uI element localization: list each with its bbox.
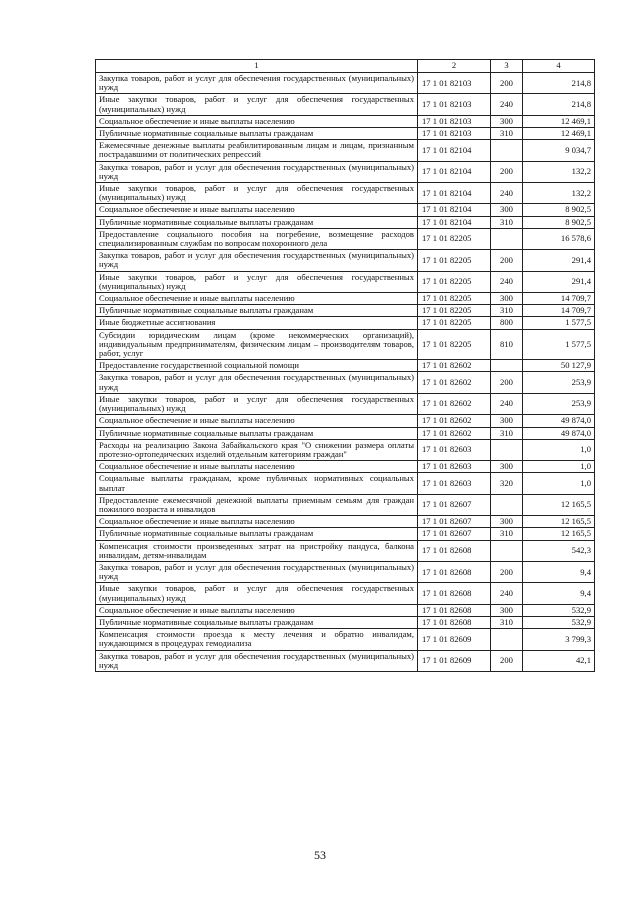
code-cell: 17 1 01 82205 bbox=[418, 329, 491, 360]
code-cell: 17 1 01 82205 bbox=[418, 271, 491, 292]
type-cell: 310 bbox=[491, 128, 523, 140]
type-cell: 300 bbox=[491, 415, 523, 427]
amount-cell: 291,4 bbox=[523, 250, 595, 271]
type-cell: 310 bbox=[491, 528, 523, 540]
header-cell-1: 1 bbox=[96, 60, 418, 73]
code-cell: 17 1 01 82602 bbox=[418, 372, 491, 393]
table-row bbox=[96, 329, 595, 360]
table-row bbox=[96, 583, 595, 604]
description-cell: Социальное обеспечение и иные выплаты населению bbox=[96, 293, 418, 305]
amount-cell: 14 709,7 bbox=[523, 293, 595, 305]
description-cell: Предоставление ежемесячной денежной выплаты приемным семьям для граждан пожилого возраста и инвалидов bbox=[96, 494, 418, 515]
code-cell: 17 1 01 82104 bbox=[418, 204, 491, 216]
amount-cell: 12 165,5 bbox=[523, 494, 595, 515]
description-cell: Иные закупки товаров, работ и услуг для обеспечения государственных (муниципальных) нужд bbox=[96, 94, 418, 115]
description-cell: Иные бюджетные ассигнования bbox=[96, 317, 418, 329]
type-cell bbox=[491, 540, 523, 561]
code-cell: 17 1 01 82205 bbox=[418, 317, 491, 329]
description-cell: Расходы на реализацию Закона Забайкальского края "О снижении размера оплаты протезно-ортопедических изделий отдельным категориям граждан" bbox=[96, 439, 418, 460]
type-cell: 800 bbox=[491, 317, 523, 329]
amount-cell: 1,0 bbox=[523, 461, 595, 473]
description-cell: Публичные нормативные социальные выплаты гражданам bbox=[96, 128, 418, 140]
type-cell: 200 bbox=[491, 250, 523, 271]
code-cell: 17 1 01 82608 bbox=[418, 561, 491, 582]
type-cell bbox=[491, 228, 523, 249]
amount-cell: 42,1 bbox=[523, 650, 595, 671]
description-cell: Публичные нормативные социальные выплаты гражданам bbox=[96, 616, 418, 628]
code-cell: 17 1 01 82607 bbox=[418, 516, 491, 528]
header-cell-3: 3 bbox=[491, 60, 523, 73]
amount-cell: 14 709,7 bbox=[523, 305, 595, 317]
table-row bbox=[96, 561, 595, 582]
amount-cell: 8 902,5 bbox=[523, 216, 595, 228]
type-cell: 200 bbox=[491, 372, 523, 393]
code-cell: 17 1 01 82607 bbox=[418, 494, 491, 515]
table-row bbox=[96, 629, 595, 650]
description-cell: Публичные нормативные социальные выплаты гражданам bbox=[96, 216, 418, 228]
type-cell: 310 bbox=[491, 305, 523, 317]
code-cell: 17 1 01 82609 bbox=[418, 629, 491, 650]
type-cell: 310 bbox=[491, 216, 523, 228]
type-cell bbox=[491, 360, 523, 372]
table-row bbox=[96, 415, 595, 427]
description-cell: Социальное обеспечение и иные выплаты населению bbox=[96, 461, 418, 473]
description-cell: Закупка товаров, работ и услуг для обеспечения государственных (муниципальных) нужд bbox=[96, 372, 418, 393]
table-row bbox=[96, 140, 595, 161]
description-cell: Иные закупки товаров, работ и услуг для обеспечения государственных (муниципальных) нужд bbox=[96, 183, 418, 204]
code-cell: 17 1 01 82602 bbox=[418, 360, 491, 372]
code-cell: 17 1 01 82608 bbox=[418, 616, 491, 628]
code-cell: 17 1 01 82104 bbox=[418, 140, 491, 161]
type-cell: 200 bbox=[491, 161, 523, 182]
header-cell-4: 4 bbox=[523, 60, 595, 73]
table-body bbox=[96, 60, 595, 672]
code-cell: 17 1 01 82607 bbox=[418, 528, 491, 540]
code-cell: 17 1 01 82609 bbox=[418, 650, 491, 671]
page-number: 53 bbox=[314, 848, 326, 862]
type-cell bbox=[491, 629, 523, 650]
amount-cell: 132,2 bbox=[523, 183, 595, 204]
amount-cell: 253,9 bbox=[523, 372, 595, 393]
code-cell: 17 1 01 82104 bbox=[418, 183, 491, 204]
description-cell: Предоставление государственной социальной помощи bbox=[96, 360, 418, 372]
table-row bbox=[96, 305, 595, 317]
description-cell: Иные закупки товаров, работ и услуг для обеспечения государственных (муниципальных) нужд bbox=[96, 271, 418, 292]
table-row bbox=[96, 650, 595, 671]
table-row bbox=[96, 494, 595, 515]
type-cell: 310 bbox=[491, 616, 523, 628]
code-cell: 17 1 01 82603 bbox=[418, 473, 491, 494]
code-cell: 17 1 01 82602 bbox=[418, 427, 491, 439]
table-row bbox=[96, 604, 595, 616]
type-cell: 810 bbox=[491, 329, 523, 360]
amount-cell: 1,0 bbox=[523, 473, 595, 494]
code-cell: 17 1 01 82603 bbox=[418, 461, 491, 473]
type-cell: 320 bbox=[491, 473, 523, 494]
amount-cell: 532,9 bbox=[523, 604, 595, 616]
table-row bbox=[96, 461, 595, 473]
description-cell: Закупка товаров, работ и услуг для обеспечения государственных (муниципальных) нужд bbox=[96, 161, 418, 182]
description-cell: Иные закупки товаров, работ и услуг для обеспечения государственных (муниципальных) нужд bbox=[96, 583, 418, 604]
table-row bbox=[96, 473, 595, 494]
table-row bbox=[96, 228, 595, 249]
table-row bbox=[96, 128, 595, 140]
table-row bbox=[96, 427, 595, 439]
description-cell: Предоставление социального пособия на погребение, возмещение расходов специализированным службам по вопросам похоронного дела bbox=[96, 228, 418, 249]
table-row bbox=[96, 393, 595, 414]
type-cell: 300 bbox=[491, 115, 523, 127]
amount-cell: 291,4 bbox=[523, 271, 595, 292]
amount-cell: 12 469,1 bbox=[523, 128, 595, 140]
type-cell bbox=[491, 140, 523, 161]
code-cell: 17 1 01 82104 bbox=[418, 161, 491, 182]
type-cell: 300 bbox=[491, 461, 523, 473]
type-cell: 300 bbox=[491, 516, 523, 528]
amount-cell: 1 577,5 bbox=[523, 317, 595, 329]
type-cell: 240 bbox=[491, 583, 523, 604]
description-cell: Закупка товаров, работ и услуг для обеспечения государственных (муниципальных) нужд bbox=[96, 73, 418, 94]
description-cell: Закупка товаров, работ и услуг для обеспечения государственных (муниципальных) нужд bbox=[96, 561, 418, 582]
table-row bbox=[96, 540, 595, 561]
table-row bbox=[96, 360, 595, 372]
code-cell: 17 1 01 82205 bbox=[418, 305, 491, 317]
code-cell: 17 1 01 82603 bbox=[418, 439, 491, 460]
code-cell: 17 1 01 82103 bbox=[418, 128, 491, 140]
type-cell: 240 bbox=[491, 94, 523, 115]
amount-cell: 12 165,5 bbox=[523, 528, 595, 540]
table-row bbox=[96, 204, 595, 216]
budget-table bbox=[95, 59, 595, 672]
type-cell: 240 bbox=[491, 271, 523, 292]
description-cell: Компенсация стоимости произведенных затрат на пристройку пандуса, балкона инвалидам, детям-инвалидам bbox=[96, 540, 418, 561]
description-cell: Социальное обеспечение и иные выплаты населению bbox=[96, 604, 418, 616]
description-cell: Публичные нормативные социальные выплаты гражданам bbox=[96, 427, 418, 439]
table-row bbox=[96, 161, 595, 182]
header-cell-2: 2 bbox=[418, 60, 491, 73]
code-cell: 17 1 01 82205 bbox=[418, 228, 491, 249]
code-cell: 17 1 01 82608 bbox=[418, 583, 491, 604]
code-cell: 17 1 01 82608 bbox=[418, 604, 491, 616]
amount-cell: 16 578,6 bbox=[523, 228, 595, 249]
description-cell: Публичные нормативные социальные выплаты гражданам bbox=[96, 305, 418, 317]
type-cell bbox=[491, 439, 523, 460]
code-cell: 17 1 01 82205 bbox=[418, 293, 491, 305]
description-cell: Компенсация стоимости проезда к месту лечения и обратно инвалидам, нуждающимся в процедурах гемодиализа bbox=[96, 629, 418, 650]
type-cell: 200 bbox=[491, 73, 523, 94]
description-cell: Социальное обеспечение и иные выплаты населению bbox=[96, 204, 418, 216]
table-row bbox=[96, 293, 595, 305]
amount-cell: 9,4 bbox=[523, 583, 595, 604]
type-cell: 200 bbox=[491, 561, 523, 582]
description-cell: Закупка товаров, работ и услуг для обеспечения государственных (муниципальных) нужд bbox=[96, 650, 418, 671]
table-row bbox=[96, 439, 595, 460]
amount-cell: 8 902,5 bbox=[523, 204, 595, 216]
amount-cell: 50 127,9 bbox=[523, 360, 595, 372]
table-row bbox=[96, 115, 595, 127]
description-cell: Субсидии юридическим лицам (кроме некоммерческих организаций), индивидуальным предпринимателям, физическим лицам – производителям товаров, работ, услуг bbox=[96, 329, 418, 360]
type-cell: 240 bbox=[491, 393, 523, 414]
code-cell: 17 1 01 82104 bbox=[418, 216, 491, 228]
description-cell: Иные закупки товаров, работ и услуг для обеспечения государственных (муниципальных) нужд bbox=[96, 393, 418, 414]
description-cell: Социальное обеспечение и иные выплаты населению bbox=[96, 516, 418, 528]
description-cell: Ежемесячные денежные выплаты реабилитированным лицам и лицам, признанным пострадавшими от политических репрессий bbox=[96, 140, 418, 161]
type-cell: 240 bbox=[491, 183, 523, 204]
table-row bbox=[96, 317, 595, 329]
amount-cell: 49 874,0 bbox=[523, 415, 595, 427]
amount-cell: 542,3 bbox=[523, 540, 595, 561]
amount-cell: 214,8 bbox=[523, 94, 595, 115]
table-row bbox=[96, 616, 595, 628]
description-cell: Публичные нормативные социальные выплаты гражданам bbox=[96, 528, 418, 540]
type-cell bbox=[491, 494, 523, 515]
code-cell: 17 1 01 82602 bbox=[418, 393, 491, 414]
amount-cell: 9,4 bbox=[523, 561, 595, 582]
description-cell: Социальное обеспечение и иные выплаты населению bbox=[96, 115, 418, 127]
type-cell: 200 bbox=[491, 650, 523, 671]
amount-cell: 1,0 bbox=[523, 439, 595, 460]
type-cell: 300 bbox=[491, 293, 523, 305]
table-row bbox=[96, 250, 595, 271]
code-cell: 17 1 01 82103 bbox=[418, 115, 491, 127]
description-cell: Социальные выплаты гражданам, кроме публичных нормативных социальных выплат bbox=[96, 473, 418, 494]
table-row bbox=[96, 271, 595, 292]
table-row bbox=[96, 73, 595, 94]
amount-cell: 12 165,5 bbox=[523, 516, 595, 528]
table-row bbox=[96, 516, 595, 528]
amount-cell: 12 469,1 bbox=[523, 115, 595, 127]
code-cell: 17 1 01 82205 bbox=[418, 250, 491, 271]
amount-cell: 9 034,7 bbox=[523, 140, 595, 161]
description-cell: Закупка товаров, работ и услуг для обеспечения государственных (муниципальных) нужд bbox=[96, 250, 418, 271]
amount-cell: 253,9 bbox=[523, 393, 595, 414]
code-cell: 17 1 01 82103 bbox=[418, 94, 491, 115]
type-cell: 300 bbox=[491, 604, 523, 616]
table-row bbox=[96, 94, 595, 115]
amount-cell: 49 874,0 bbox=[523, 427, 595, 439]
amount-cell: 214,8 bbox=[523, 73, 595, 94]
amount-cell: 132,2 bbox=[523, 161, 595, 182]
table-row bbox=[96, 528, 595, 540]
type-cell: 300 bbox=[491, 204, 523, 216]
code-cell: 17 1 01 82103 bbox=[418, 73, 491, 94]
table-row bbox=[96, 216, 595, 228]
amount-cell: 1 577,5 bbox=[523, 329, 595, 360]
header-row bbox=[96, 60, 595, 73]
type-cell: 310 bbox=[491, 427, 523, 439]
code-cell: 17 1 01 82602 bbox=[418, 415, 491, 427]
amount-cell: 3 799,3 bbox=[523, 629, 595, 650]
table-row bbox=[96, 183, 595, 204]
description-cell: Социальное обеспечение и иные выплаты населению bbox=[96, 415, 418, 427]
table-row bbox=[96, 372, 595, 393]
code-cell: 17 1 01 82608 bbox=[418, 540, 491, 561]
amount-cell: 532,9 bbox=[523, 616, 595, 628]
